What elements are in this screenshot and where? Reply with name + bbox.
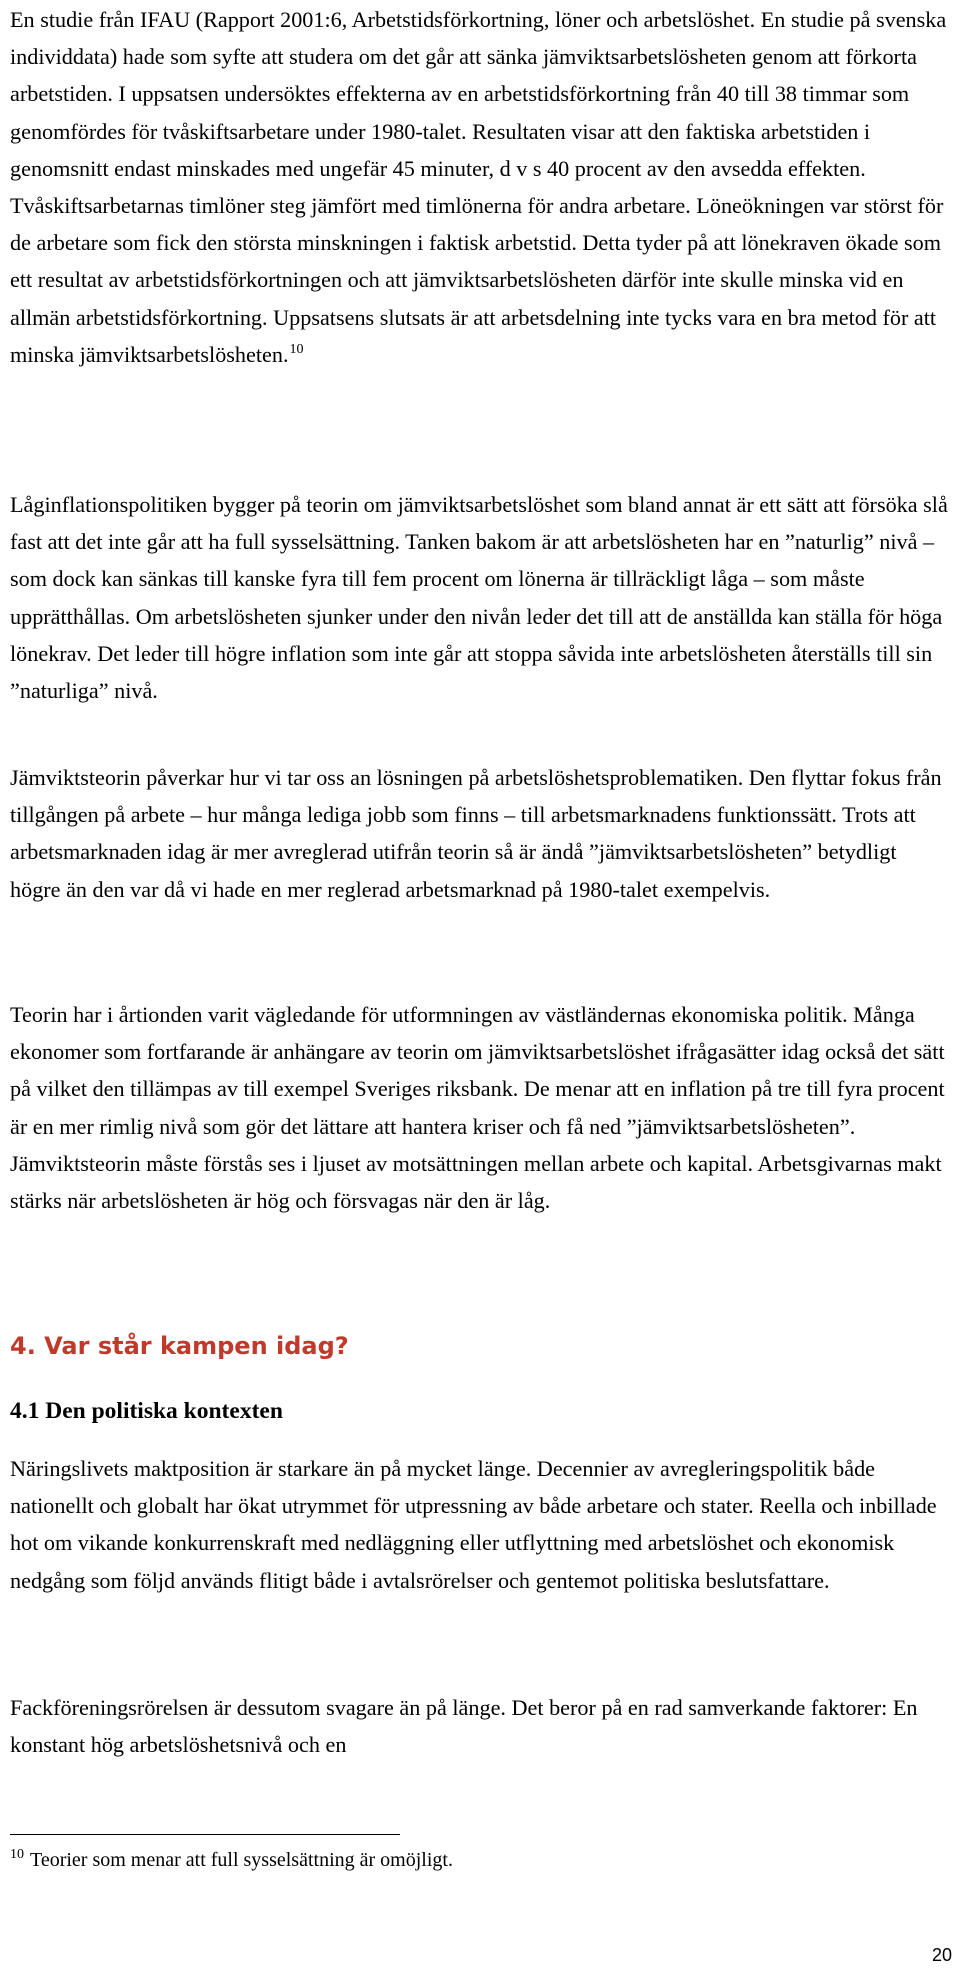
paragraph-ifau-study-text: En studie från IFAU (Rapport 2001:6, Arbetstidsförkortning, löner och arbetslöshet. En studie på svenska individdata) hade som syfte att studera om det går att sänka jämviktsarbetslösheten genom att förkorta arbetstiden. I uppsatsen undersöktes effekterna av en arbetstidsförkortning från 40 till 38 timmar som genomfördes för tvåskiftsarbetare under 1980-talet. Resultaten visar att den faktiska arbetstiden i genomsnitt endast minskades med ungefär 45 minuter, d v s 40 procent av den avsedda effekten. Tvåskiftsarbetarnas timlöner steg jämfört med timlönerna för andra arbetare. Löneökningen var störst för de arbetare som fick den största minskningen i faktisk arbetstid. Detta tyder på att lönekraven ökade som ett resultat av arbetstidsförkortningen och att jämviktsarbetslösheten därför inte skulle minska vid en allmän arbetstidsförkortning. Uppsatsens slutsats är att arbetsdelning inte tycks vara en bra metod för att minska jämviktsarbetslösheten.: [10, 7, 947, 367]
footnote-reference: 10: [289, 341, 304, 357]
paragraph-union-movement: Fackföreningsrörelsen är dessutom svagare än på länge. Det beror på en rad samverkande faktorer: En konstant hög arbetslöshetsnivå och en: [10, 1695, 918, 1758]
footnote-divider: [10, 1834, 400, 1835]
paragraph-low-inflation-policy: Låginflationspolitiken bygger på teorin om jämviktsarbetslöshet som bland annat är ett sätt att försöka slå fast att det inte går att ha full sysselsättning. Tanken bakom är att arbetslösheten har en ”naturlig” nivå – som dock kan sänkas till kanske fyra till fem procent om lönerna är tillräckligt låga – som måste upprätthållas. Om arbetslösheten sjunker under den nivån leder det till att de anställda kan ställa för höga lönekrav. Det leder till högre inflation som inte går att stoppa såvida inte arbetslösheten återställs till sin ”naturliga” nivå.: [10, 492, 948, 704]
paragraph-ifau-study: [10, 1, 948, 373]
paragraph-theory-decades: Teorin har i årtionden varit vägledande för utformningen av västländernas ekonomiska politik. Många ekonomer som fortfarande är anhängare av teorin om jämviktsarbetslöshet ifrågasätter idag också det sätt på vilket den tillämpas av till exempel Sveriges riksbank. De menar att en inflation på tre till fyra procent är en mer rimlig nivå som gör det lättare att hantera kriser och få ned ”jämviktsarbetslösheten”. Jämviktsteorin måste förstås ses i ljuset av motsättningen mellan arbete och kapital. Arbetsgivarnas makt stärks när arbetslösheten är hög och försvagas när den är låg.: [10, 1002, 945, 1214]
subsection-heading: 4.1 Den politiska kontexten: [10, 1398, 283, 1424]
page-number: 20: [931, 1945, 952, 1965]
paragraph-business-power: Näringslivets maktposition är starkare än på mycket länge. Decennier av avregleringspolitik både nationellt och globalt har ökat utrymmet för utpressning av både arbetare och stater. Reella och inbillade hot om vikande konkurrenskraft med nedläggning eller utflyttning med arbetslöshet och ekonomisk nedgång som följd används flitigt både i avtalsrörelser och gentemot politiska beslutsfattare.: [10, 1456, 937, 1593]
footnote: [10, 1845, 910, 1875]
footnote-number: 10: [10, 1847, 24, 1862]
section-heading: 4. Var står kampen idag?: [10, 1332, 349, 1360]
footnote-text: Teorier som menar att full sysselsättning är omöjligt.: [30, 1849, 453, 1871]
paragraph-equilibrium-theory: Jämviktsteorin påverkar hur vi tar oss an lösningen på arbetslöshetsproblematiken. Den flyttar fokus från tillgången på arbete – hur många lediga jobb som finns – till arbetsmarknadens funktionssätt. Trots att arbetsmarknaden idag är mer avreglerad utifrån teorin så är ändå ”jämviktsarbetslösheten” betydligt högre än den var då vi hade en mer reglerad arbetsmarknad på 1980-talet exempelvis.: [10, 765, 942, 902]
